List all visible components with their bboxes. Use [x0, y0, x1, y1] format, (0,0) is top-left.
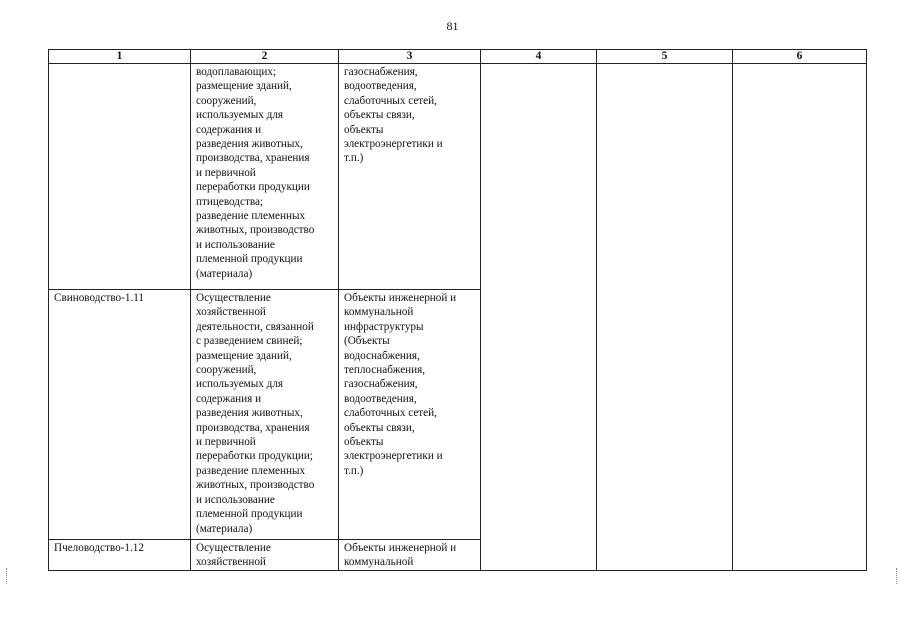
page-number: 81 [446, 19, 459, 33]
column-4-cell [481, 64, 597, 571]
permitted-objects-cell: газоснабжения, водоотведения, слаботочных сетей, объекты связи, объекты электроэнергетики и т.п.) [339, 64, 481, 290]
land-use-table [48, 49, 867, 571]
scan-edge-mark-right [896, 568, 899, 584]
column-header-5: 5 [597, 50, 733, 64]
column-header-2: 2 [191, 50, 339, 64]
land-use-name-cell [49, 64, 191, 290]
column-5-cell [597, 64, 733, 571]
land-use-description-cell: Осуществление хозяйственной деятельности, связанной с разведением свиней; размещение зданий, сооружений, используемых для содержания и разведения животных, производства, хранения и первичной переработки продукции; разведение племенных животных, производство и использование племенной продукции (материала) [191, 290, 339, 540]
column-header-4: 4 [481, 50, 597, 64]
table-row [49, 64, 867, 290]
column-header-1: 1 [49, 50, 191, 64]
column-header-3: 3 [339, 50, 481, 64]
land-use-name-cell: Свиноводство-1.11 [49, 290, 191, 540]
column-6-cell [733, 64, 867, 571]
column-header-6: 6 [733, 50, 867, 64]
land-use-description-cell: Осуществление хозяйственной [191, 540, 339, 571]
land-use-description-cell: водоплавающих; размещение зданий, сооружений, используемых для содержания и разведения животных, производства, хранения и первичной переработки продукции птицеводства; разведение племенных животных, производство и использование племенной продукции (материала) [191, 64, 339, 290]
scan-edge-mark-left [6, 568, 9, 584]
land-use-name-cell: Пчеловодство-1.12 [49, 540, 191, 571]
permitted-objects-cell: Объекты инженерной и коммунальной [339, 540, 481, 571]
header-row [49, 50, 867, 64]
permitted-objects-cell: Объекты инженерной и коммунальной инфраструктуры (Объекты водоснабжения, теплоснабжения, газоснабжения, водоотведения, слаботочных сетей, объекты связи, объекты электроэнергетики и т.п.) [339, 290, 481, 540]
